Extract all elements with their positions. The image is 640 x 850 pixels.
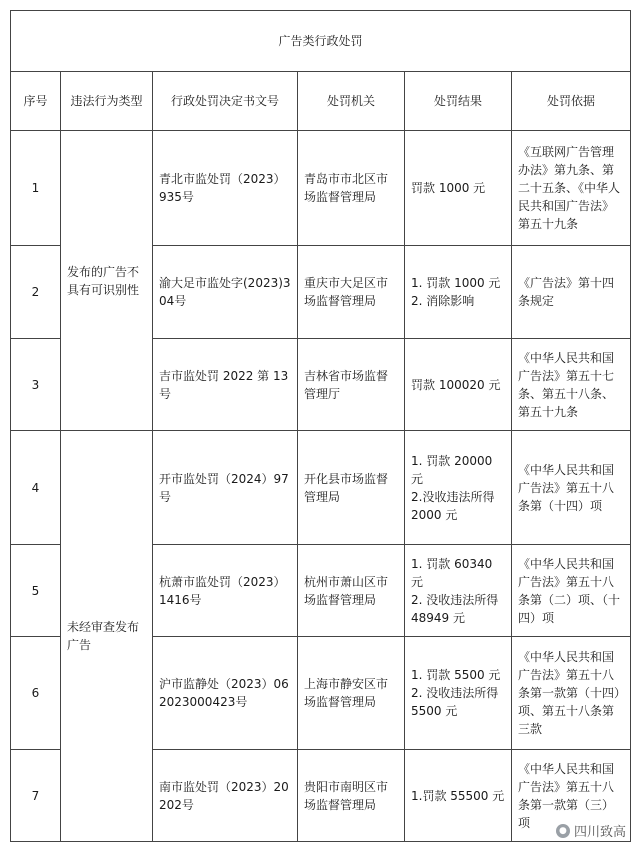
penalty-basis: 《广告法》第十四条规定 (512, 246, 631, 339)
doc-number: 青北市监处罚（2023）935号 (153, 131, 298, 246)
row-no: 2 (11, 246, 61, 339)
penalty-result (405, 131, 512, 246)
doc-number: 沪市监静处（2023）062023000423号 (153, 637, 298, 750)
authority: 开化县市场监督管理局 (298, 431, 405, 545)
row-no: 1 (11, 131, 61, 246)
row-no: 6 (11, 637, 61, 750)
row-no: 5 (11, 545, 61, 637)
doc-number: 南市监处罚（2023）20202号 (153, 750, 298, 842)
authority: 重庆市大足区市场监督管理局 (298, 246, 405, 339)
result-line: 罚款 1000 元 (411, 181, 486, 195)
watermark-text: 四川致高 (573, 825, 626, 840)
result-line: 2. 消除影响 (411, 294, 475, 308)
penalty-result (405, 431, 512, 545)
doc-number: 吉市监处罚 2022 第 13 号 (153, 339, 298, 431)
penalty-basis: 《中华人民共和国广告法》第五十八条第一款第（十四）项、第五十八条第三款 (512, 637, 631, 750)
header-doc: 行政处罚决定书文号 (153, 72, 298, 131)
row-no: 4 (11, 431, 61, 545)
authority: 青岛市市北区市场监督管理局 (298, 131, 405, 246)
header-result: 处罚结果 (405, 72, 512, 131)
penalty-basis: 《中华人民共和国广告法》第五十八条第一款第（三）项 (512, 750, 631, 842)
header-row (11, 72, 631, 131)
penalty-result (405, 545, 512, 637)
header-basis: 处罚依据 (512, 72, 631, 131)
row-no: 3 (11, 339, 61, 431)
result-line: 1. 罚款 1000 元 (411, 276, 501, 290)
penalty-basis: 《中华人民共和国广告法》第五十八条第（二）项、（十四）项 (512, 545, 631, 637)
result-line: 2. 没收违法所得 5500 元 (411, 686, 499, 718)
header-no: 序号 (11, 72, 61, 131)
penalty-basis: 《中华人民共和国广告法》第五十八条第（十四）项 (512, 431, 631, 545)
result-line: 1. 罚款 20000 元 (411, 453, 493, 486)
watermark (556, 821, 626, 840)
title-row (11, 11, 631, 72)
penalty-basis: 《中华人民共和国广告法》第五十七条、第五十八条、第五十九条 (512, 339, 631, 431)
violation-type: 发布的广告不具有可识别性 (61, 131, 153, 431)
penalty-basis: 《互联网广告管理办法》第九条、第二十五条、《中华人民共和国广告法》第五十九条 (512, 131, 631, 246)
result-line: 2.没收违法所得 2000 元 (411, 489, 495, 522)
wechat-icon: ● (556, 824, 570, 838)
penalty-result (405, 339, 512, 431)
doc-number: 杭萧市监处罚（2023）1416号 (153, 545, 298, 637)
header-org: 处罚机关 (298, 72, 405, 131)
table-row (11, 431, 631, 545)
penalty-result (405, 637, 512, 750)
header-type: 违法行为类型 (61, 72, 153, 131)
result-line: 2. 没收违法所得 48949 元 (411, 592, 499, 625)
table-row (11, 131, 631, 246)
penalty-table (10, 10, 631, 842)
result-line: 1. 罚款 60340 元 (411, 556, 493, 589)
result-line: 罚款 100020 元 (411, 377, 501, 392)
penalty-result (405, 750, 512, 842)
violation-type: 未经审查发布广告 (61, 431, 153, 842)
result-line: 1.罚款 55500 元 (411, 788, 505, 803)
penalty-result (405, 246, 512, 339)
authority: 上海市静安区市场监督管理局 (298, 637, 405, 750)
row-no: 7 (11, 750, 61, 842)
authority: 杭州市萧山区市场监督管理局 (298, 545, 405, 637)
table-title: 广告类行政处罚 (11, 11, 631, 72)
authority: 吉林省市场监督管理厅 (298, 339, 405, 431)
authority: 贵阳市南明区市场监督管理局 (298, 750, 405, 842)
doc-number: 开市监处罚（2024）97号 (153, 431, 298, 545)
doc-number: 渝大足市监处字(2023)304号 (153, 246, 298, 339)
result-line: 1. 罚款 5500 元 (411, 668, 501, 682)
